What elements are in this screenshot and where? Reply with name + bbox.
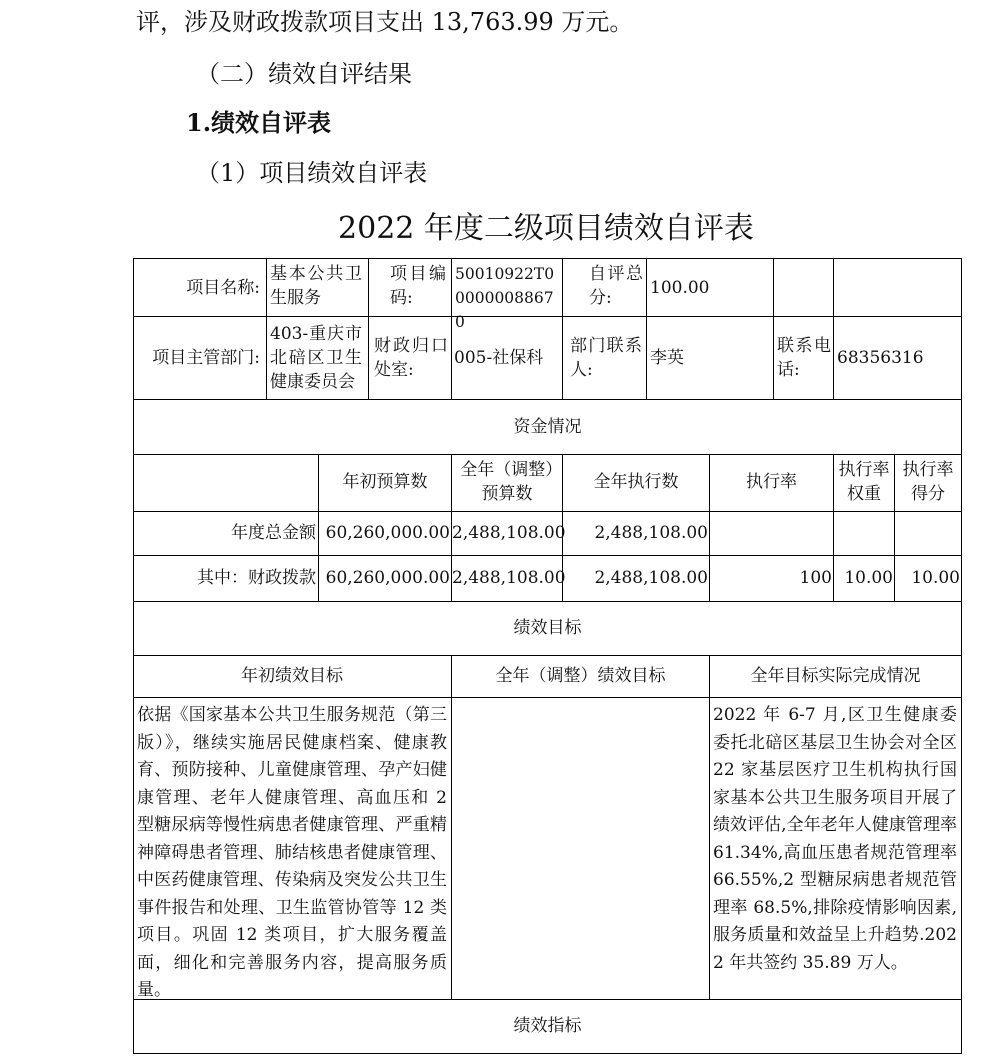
table-rule <box>133 697 962 698</box>
table-rule <box>266 258 267 399</box>
col-rate-weight: 执行率权重 <box>838 460 890 504</box>
table-rule <box>451 655 452 999</box>
table-rule <box>833 258 834 399</box>
row-fiscal-score: 10.00 <box>911 568 960 588</box>
phone-value: 68356316 <box>837 348 924 368</box>
row-fiscal-initial: 60,260,000.00 <box>325 568 450 588</box>
col-initial-budget: 年初预算数 <box>342 472 428 492</box>
intro-tail-text: 评，涉及财政拨款项目支出 13,763.99 万元。 <box>136 8 634 36</box>
table-rule <box>133 258 962 259</box>
row-fiscal-rate: 100 <box>799 568 832 588</box>
col-initial-goal: 年初绩效目标 <box>241 666 343 686</box>
table-rule <box>451 258 452 399</box>
row-total-executed: 2,488,108.00 <box>594 523 708 543</box>
subsection-heading: 1.绩效自评表 <box>186 108 332 137</box>
row-total-label: 年度总金额 <box>231 523 316 543</box>
table-rule <box>709 655 710 999</box>
col-rate-score: 执行率得分 <box>902 460 954 504</box>
table-rule <box>133 655 962 656</box>
goals-section-label: 绩效目标 <box>513 618 582 638</box>
table-rule <box>133 454 962 455</box>
self-score-value: 100.00 <box>650 278 710 298</box>
phone-label: 联系电话: <box>777 336 831 380</box>
table-rule <box>773 258 774 399</box>
table-rule <box>133 399 962 400</box>
row-fiscal-label: 其中：财政拨款 <box>197 568 316 588</box>
table-rule <box>646 258 647 399</box>
project-code-value: 50010922T000000088670 <box>455 265 555 331</box>
project-dept-value: 403-重庆市北碚区卫生健康委员会 <box>270 324 362 392</box>
dept-contact-value: 李英 <box>650 348 684 368</box>
row-fiscal-adjusted: 2,488,108.00 <box>452 568 566 588</box>
self-score-label: 自评总分: <box>589 264 643 308</box>
col-adjusted-goal: 全年（调整）绩效目标 <box>495 666 666 686</box>
col-exec-rate: 执行率 <box>746 472 797 492</box>
actual-completion-text: 2022 年 6-7 月,区卫生健康委委托北碚区基层卫生协会对全区 22 家基层医疗卫生机构执行国家基本公共卫生服务项目开展了绩效评估,全年老年人健康管理率 61.34%,高血压患者规范管理率 66.55%,2 型糖尿病患者规范管理率 68.5%,排除疫情影响因素,服务质量和效益呈上升趋势.2022 年共签约 35.89 万人。 <box>713 705 957 973</box>
funding-section-label: 资金情况 <box>513 417 582 437</box>
row-fiscal-weight: 10.00 <box>844 568 893 588</box>
dept-contact-label: 部门联系人: <box>570 336 642 380</box>
table-rule <box>133 511 962 512</box>
finance-office-label: 财政归口处室: <box>374 336 448 380</box>
project-name-value: 基本公共卫生服务 <box>270 264 362 308</box>
col-actual: 全年目标实际完成情况 <box>750 666 921 686</box>
col-adjusted-budget: 全年（调整）预算数 <box>460 460 554 504</box>
row-total-initial: 60,260,000.00 <box>325 523 450 543</box>
table-rule <box>562 258 563 399</box>
item-heading: （1）项目绩效自评表 <box>196 159 428 187</box>
project-code-label: 项目编码: <box>390 264 446 308</box>
row-total-adjusted: 2,488,108.00 <box>452 523 566 543</box>
row-fiscal-executed: 2,488,108.00 <box>594 568 708 588</box>
col-executed: 全年执行数 <box>593 472 679 492</box>
section-heading: （二）绩效自评结果 <box>196 60 412 88</box>
indicators-section-label: 绩效指标 <box>513 1016 582 1036</box>
finance-office-value: 005-社保科 <box>454 348 544 368</box>
table-rule <box>133 258 134 1053</box>
project-name-label: 项目名称: <box>186 278 260 298</box>
table-rule <box>133 1053 962 1054</box>
table-rule <box>133 555 962 556</box>
table-rule <box>133 601 962 602</box>
project-dept-label: 项目主管部门: <box>152 348 260 368</box>
initial-goal-text: 依据《国家基本公共卫生服务规范（第三版）》，继续实施居民健康档案、健康教育、预防接种、儿童健康管理、孕产妇健康管理、老年人健康管理、高血压和 2 型糖尿病等慢性病患者健康管理、严重精神障碍患者管理、肺结核患者健康管理、中医药健康管理、传染病及突发公共卫生事件报告和处理、卫生监管协管等 12 类项目。巩固 12 类项目，扩大服务覆盖面，细化和完善服务内容，提高服务质量。 <box>137 705 447 1000</box>
table-rule <box>961 258 962 1053</box>
table-rule <box>368 258 369 399</box>
table-title: 2022 年度二级项目绩效自评表 <box>338 211 754 246</box>
